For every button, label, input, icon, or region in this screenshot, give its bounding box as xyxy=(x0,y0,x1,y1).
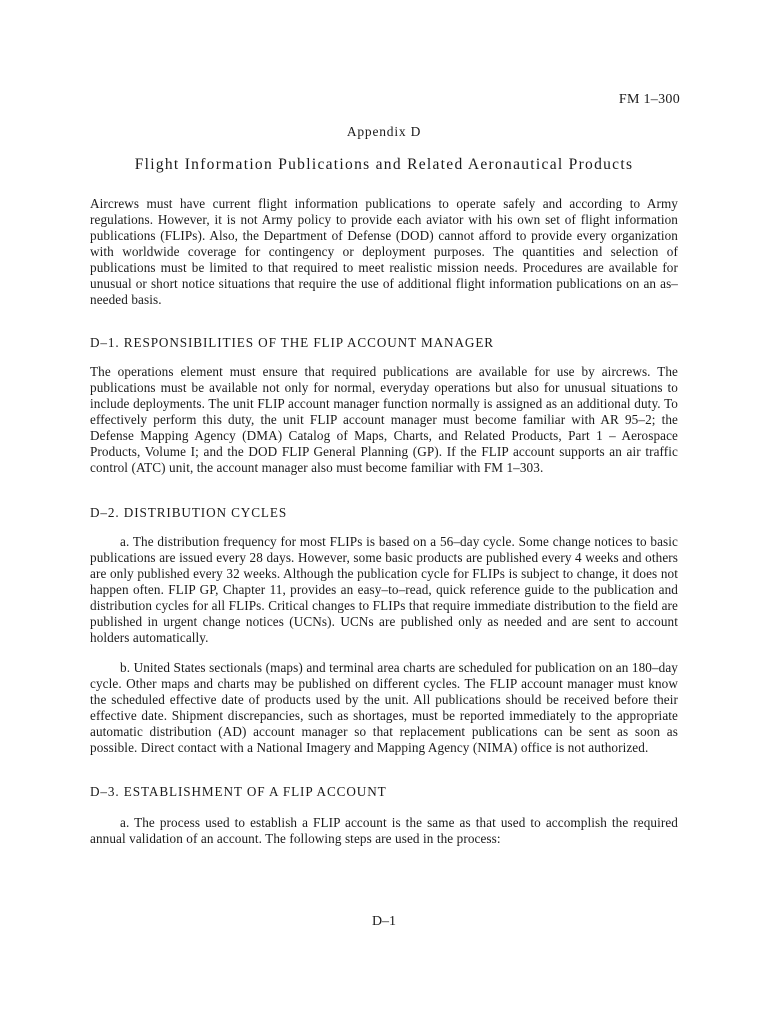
page-title: Flight Information Publications and Related Aeronautical Products xyxy=(134,156,634,173)
intro-paragraph: Aircrews must have current flight information publications to operate safely and according to Army regulations. However, it is not Army policy to provide each aviator with his own set of flight information publications (FLIPs). Also, the Department of Defense (DOD) cannot afford to provide every organization with worldwide coverage for contingency or deployment purposes. The quantities and selection of publications must be limited to that required to meet realistic mission needs. Procedures are available for unusual or short notice situations that require the use of additional flight information publications on an as–needed basis. xyxy=(90,196,678,307)
section-heading-d1: D–1. RESPONSIBILITIES OF THE FLIP ACCOUNT MANAGER xyxy=(90,335,494,350)
document-code: FM 1–300 xyxy=(618,92,680,107)
section-d2-paragraph-a: a. The distribution frequency for most FLIPs is based on a 56–day cycle. Some change notices to basic publications are issued every 28 days. However, some basic products are published every 4 weeks and others are only published every 32 weeks. Although the publication cycle for FLIPs is subject to change, it does not happen often. FLIP GP, Chapter 11, provides an easy–to–read, quick reference guide to the publication and distribution cycles for all FLIPs. Critical changes to FLIPs that require immediate distribution to the field are published in urgent change notices (UCNs). UCNs are published only as needed and are sent to account holders automatically. xyxy=(90,534,678,645)
section-heading-d3: D–3. ESTABLISHMENT OF A FLIP ACCOUNT xyxy=(90,784,387,799)
section-d2-paragraph-b: b. United States sectionals (maps) and terminal area charts are scheduled for publication on an 180–day cycle. Other maps and charts may be published on different cycles. The FLIP account manager must know the scheduled effective date of products used by the unit. All publications should be received before their effective date. Shipment discrepancies, such as shortages, must be reported immediately to the appropriate automatic distribution (AD) account manager so that replacement publications can be sent as soon as possible. Direct contact with a National Imagery and Mapping Agency (NIMA) office is not authorized. xyxy=(90,660,678,755)
page-number: D–1 xyxy=(371,914,397,929)
appendix-label: Appendix D xyxy=(346,124,422,139)
section-d1-paragraph: The operations element must ensure that required publications are available for use by aircrews. The publications must be available not only for normal, everyday operations but also for unusual situations to include deployments. The unit FLIP account manager function normally is assigned as an additional duty. To effectively perform this duty, the unit FLIP account manager must become familiar with AR 95–2; the Defense Mapping Agency (DMA) Catalog of Maps, Charts, and Related Products, Part 1 – Aerospace Products, Volume I; and the DOD FLIP General Planning (GP). If the FLIP account supports an air traffic control (ATC) unit, the account manager also must become familiar with FM 1–303. xyxy=(90,364,678,475)
section-d3-paragraph-a: a. The process used to establish a FLIP account is the same as that used to accomplish the required annual validation of an account. The following steps are used in the process: xyxy=(90,815,678,846)
section-heading-d2: D–2. DISTRIBUTION CYCLES xyxy=(90,505,288,520)
